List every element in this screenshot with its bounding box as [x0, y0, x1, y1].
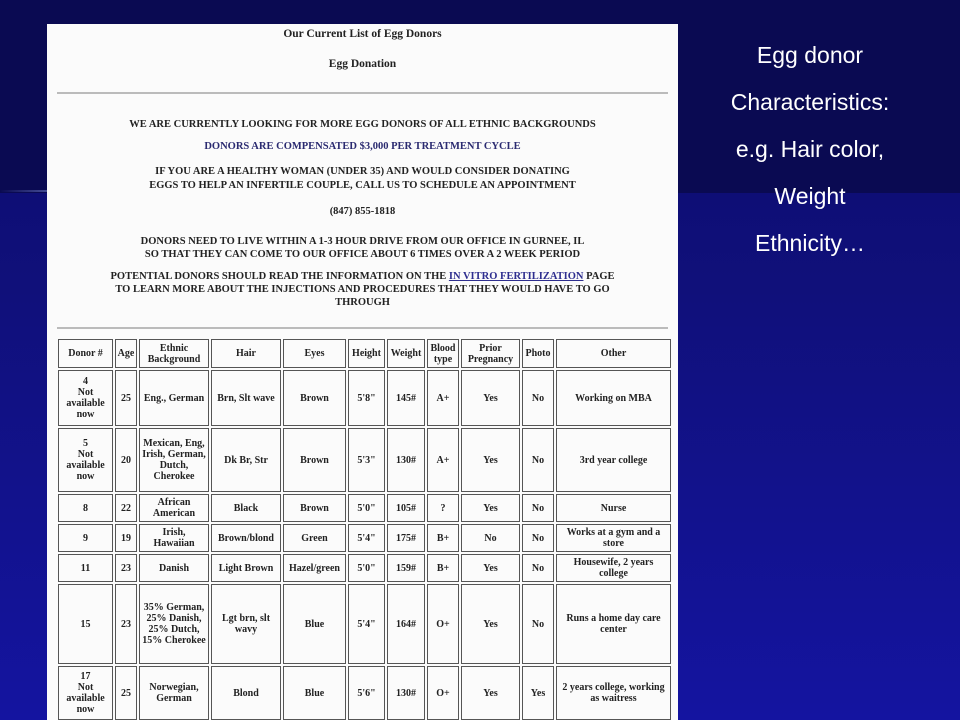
notice-ivf-line3: THROUGH — [335, 297, 390, 308]
cell-donor-number: 17 Not available now — [58, 666, 113, 720]
scanned-document — [47, 24, 678, 720]
header-donor-number: Donor # — [58, 339, 113, 368]
slide-text-line: e.g. Hair color, — [735, 136, 885, 162]
cell-photo: No — [522, 584, 554, 664]
notice-compensation: DONORS ARE COMPENSATED $3,000 PER TREATMENT CYCLE — [204, 141, 521, 152]
table-header-row — [58, 339, 671, 368]
cell-prior-pregnancy: Yes — [461, 494, 520, 522]
header-prior-pregnancy: Prior Pregnancy — [461, 339, 520, 368]
cell-height: 5'4" — [348, 584, 385, 664]
cell-hair: Blond — [211, 666, 281, 720]
cell-age: 25 — [115, 666, 137, 720]
table-row — [58, 370, 671, 426]
cell-photo: No — [522, 370, 554, 426]
cell-hair: Dk Br, Str — [211, 428, 281, 492]
cell-age: 20 — [115, 428, 137, 492]
header-blood-type: Blood type — [427, 339, 459, 368]
phone-number: (847) 855-1818 — [329, 206, 396, 217]
cell-prior-pregnancy: Yes — [461, 370, 520, 426]
divider — [57, 92, 668, 94]
table-row — [58, 428, 671, 492]
cell-donor-number: 4 Not available now — [58, 370, 113, 426]
cell-ethnic-background: Eng., German — [139, 370, 209, 426]
slide-text-line: Egg donor — [756, 42, 864, 68]
cell-hair: Brown/blond — [211, 524, 281, 552]
cell-eyes: Blue — [283, 584, 346, 664]
notice-distance-line1: DONORS NEED TO LIVE WITHIN A 1-3 HOUR DRIVE FROM OUR OFFICE IN GURNEE, IL — [140, 236, 585, 247]
cell-ethnic-background: Danish — [139, 554, 209, 582]
cell-blood-type: A+ — [427, 370, 459, 426]
table-row — [58, 666, 671, 720]
cell-blood-type: B+ — [427, 554, 459, 582]
slide-text-line: Characteristics: — [730, 89, 890, 115]
cell-prior-pregnancy: Yes — [461, 554, 520, 582]
cell-age: 22 — [115, 494, 137, 522]
header-ethnic-background: Ethnic Background — [139, 339, 209, 368]
cell-ethnic-background: African American — [139, 494, 209, 522]
cell-height: 5'0" — [348, 554, 385, 582]
cell-eyes: Hazel/green — [283, 554, 346, 582]
table-row — [58, 524, 671, 552]
cell-donor-number: 8 — [58, 494, 113, 522]
cell-height: 5'8" — [348, 370, 385, 426]
header-other: Other — [556, 339, 671, 368]
cell-prior-pregnancy: No — [461, 524, 520, 552]
cell-age: 19 — [115, 524, 137, 552]
cell-donor-number: 11 — [58, 554, 113, 582]
cell-age: 23 — [115, 554, 137, 582]
cell-weight: 159# — [387, 554, 425, 582]
header-height: Height — [348, 339, 385, 368]
cell-eyes: Brown — [283, 370, 346, 426]
cell-other: Works at a gym and a store — [556, 524, 671, 552]
cell-blood-type: B+ — [427, 524, 459, 552]
cell-donor-number: 5 Not available now — [58, 428, 113, 492]
notice-eligibility-line1: IF YOU ARE A HEALTHY WOMAN (UNDER 35) AND WOULD CONSIDER DONATING — [155, 166, 570, 177]
cell-height: 5'6" — [348, 666, 385, 720]
cell-eyes: Blue — [283, 666, 346, 720]
cell-other: Runs a home day care center — [556, 584, 671, 664]
cell-weight: 130# — [387, 666, 425, 720]
cell-donor-number: 15 — [58, 584, 113, 664]
cell-blood-type: ? — [427, 494, 459, 522]
cell-age: 25 — [115, 370, 137, 426]
cell-weight: 145# — [387, 370, 425, 426]
notice-ethnic-backgrounds: WE ARE CURRENTLY LOOKING FOR MORE EGG DONORS OF ALL ETHNIC BACKGROUNDS — [129, 119, 596, 130]
cell-eyes: Brown — [283, 428, 346, 492]
cell-weight: 164# — [387, 584, 425, 664]
header-hair: Hair — [211, 339, 281, 368]
notice-ivf-line2: TO LEARN MORE ABOUT THE INJECTIONS AND PROCEDURES THAT THEY WOULD HAVE TO GO — [115, 284, 610, 295]
cell-hair: Lgt brn, slt wavy — [211, 584, 281, 664]
notice-ivf-line1 — [55, 270, 670, 283]
cell-photo: No — [522, 428, 554, 492]
cell-blood-type: A+ — [427, 428, 459, 492]
cell-weight: 175# — [387, 524, 425, 552]
slide-text-line: Ethnicity… — [755, 230, 865, 256]
cell-other: Nurse — [556, 494, 671, 522]
cell-photo: No — [522, 524, 554, 552]
cell-prior-pregnancy: Yes — [461, 666, 520, 720]
document-subtitle: Egg Donation — [328, 58, 397, 70]
cell-photo: No — [522, 494, 554, 522]
cell-weight: 105# — [387, 494, 425, 522]
cell-ethnic-background: Mexican, Eng, Irish, German, Dutch, Cherokee — [139, 428, 209, 492]
cell-other: Housewife, 2 years college — [556, 554, 671, 582]
document-title: Our Current List of Egg Donors — [283, 28, 442, 40]
cell-photo: No — [522, 554, 554, 582]
table-row — [58, 584, 671, 664]
cell-eyes: Green — [283, 524, 346, 552]
cell-prior-pregnancy: Yes — [461, 584, 520, 664]
cell-blood-type: O+ — [427, 584, 459, 664]
cell-weight: 130# — [387, 428, 425, 492]
cell-hair: Light Brown — [211, 554, 281, 582]
cell-blood-type: O+ — [427, 666, 459, 720]
header-weight: Weight — [387, 339, 425, 368]
ivf-page-link[interactable]: IN VITRO FERTILIZATION — [448, 271, 584, 282]
divider — [57, 327, 668, 329]
cell-height: 5'3" — [348, 428, 385, 492]
cell-hair: Black — [211, 494, 281, 522]
notice-ivf-pre: POTENTIAL DONORS SHOULD READ THE INFORMATION ON THE — [110, 271, 447, 282]
cell-other: Working on MBA — [556, 370, 671, 426]
cell-height: 5'4" — [348, 524, 385, 552]
header-eyes: Eyes — [283, 339, 346, 368]
cell-photo: Yes — [522, 666, 554, 720]
cell-prior-pregnancy: Yes — [461, 428, 520, 492]
cell-ethnic-background: Norwegian, German — [139, 666, 209, 720]
cell-age: 23 — [115, 584, 137, 664]
cell-donor-number: 9 — [58, 524, 113, 552]
table-row — [58, 554, 671, 582]
cell-other: 3rd year college — [556, 428, 671, 492]
notice-distance-line2: SO THAT THEY CAN COME TO OUR OFFICE ABOUT 6 TIMES OVER A 2 WEEK PERIOD — [144, 249, 581, 260]
cell-ethnic-background: 35% German, 25% Danish, 25% Dutch, 15% Cherokee — [139, 584, 209, 664]
cell-eyes: Brown — [283, 494, 346, 522]
slide-text-line: Weight — [774, 183, 846, 209]
cell-height: 5'0" — [348, 494, 385, 522]
header-photo: Photo — [522, 339, 554, 368]
cell-ethnic-background: Irish, Hawaiian — [139, 524, 209, 552]
notice-eligibility-line2: EGGS TO HELP AN INFERTILE COUPLE, CALL US TO SCHEDULE AN APPOINTMENT — [149, 180, 576, 191]
cell-other: 2 years college, working as waitress — [556, 666, 671, 720]
notice-ivf-post: PAGE — [586, 271, 615, 282]
donor-table — [56, 337, 673, 720]
slide-text — [690, 32, 930, 267]
cell-hair: Brn, Slt wave — [211, 370, 281, 426]
header-age: Age — [115, 339, 137, 368]
table-row — [58, 494, 671, 522]
